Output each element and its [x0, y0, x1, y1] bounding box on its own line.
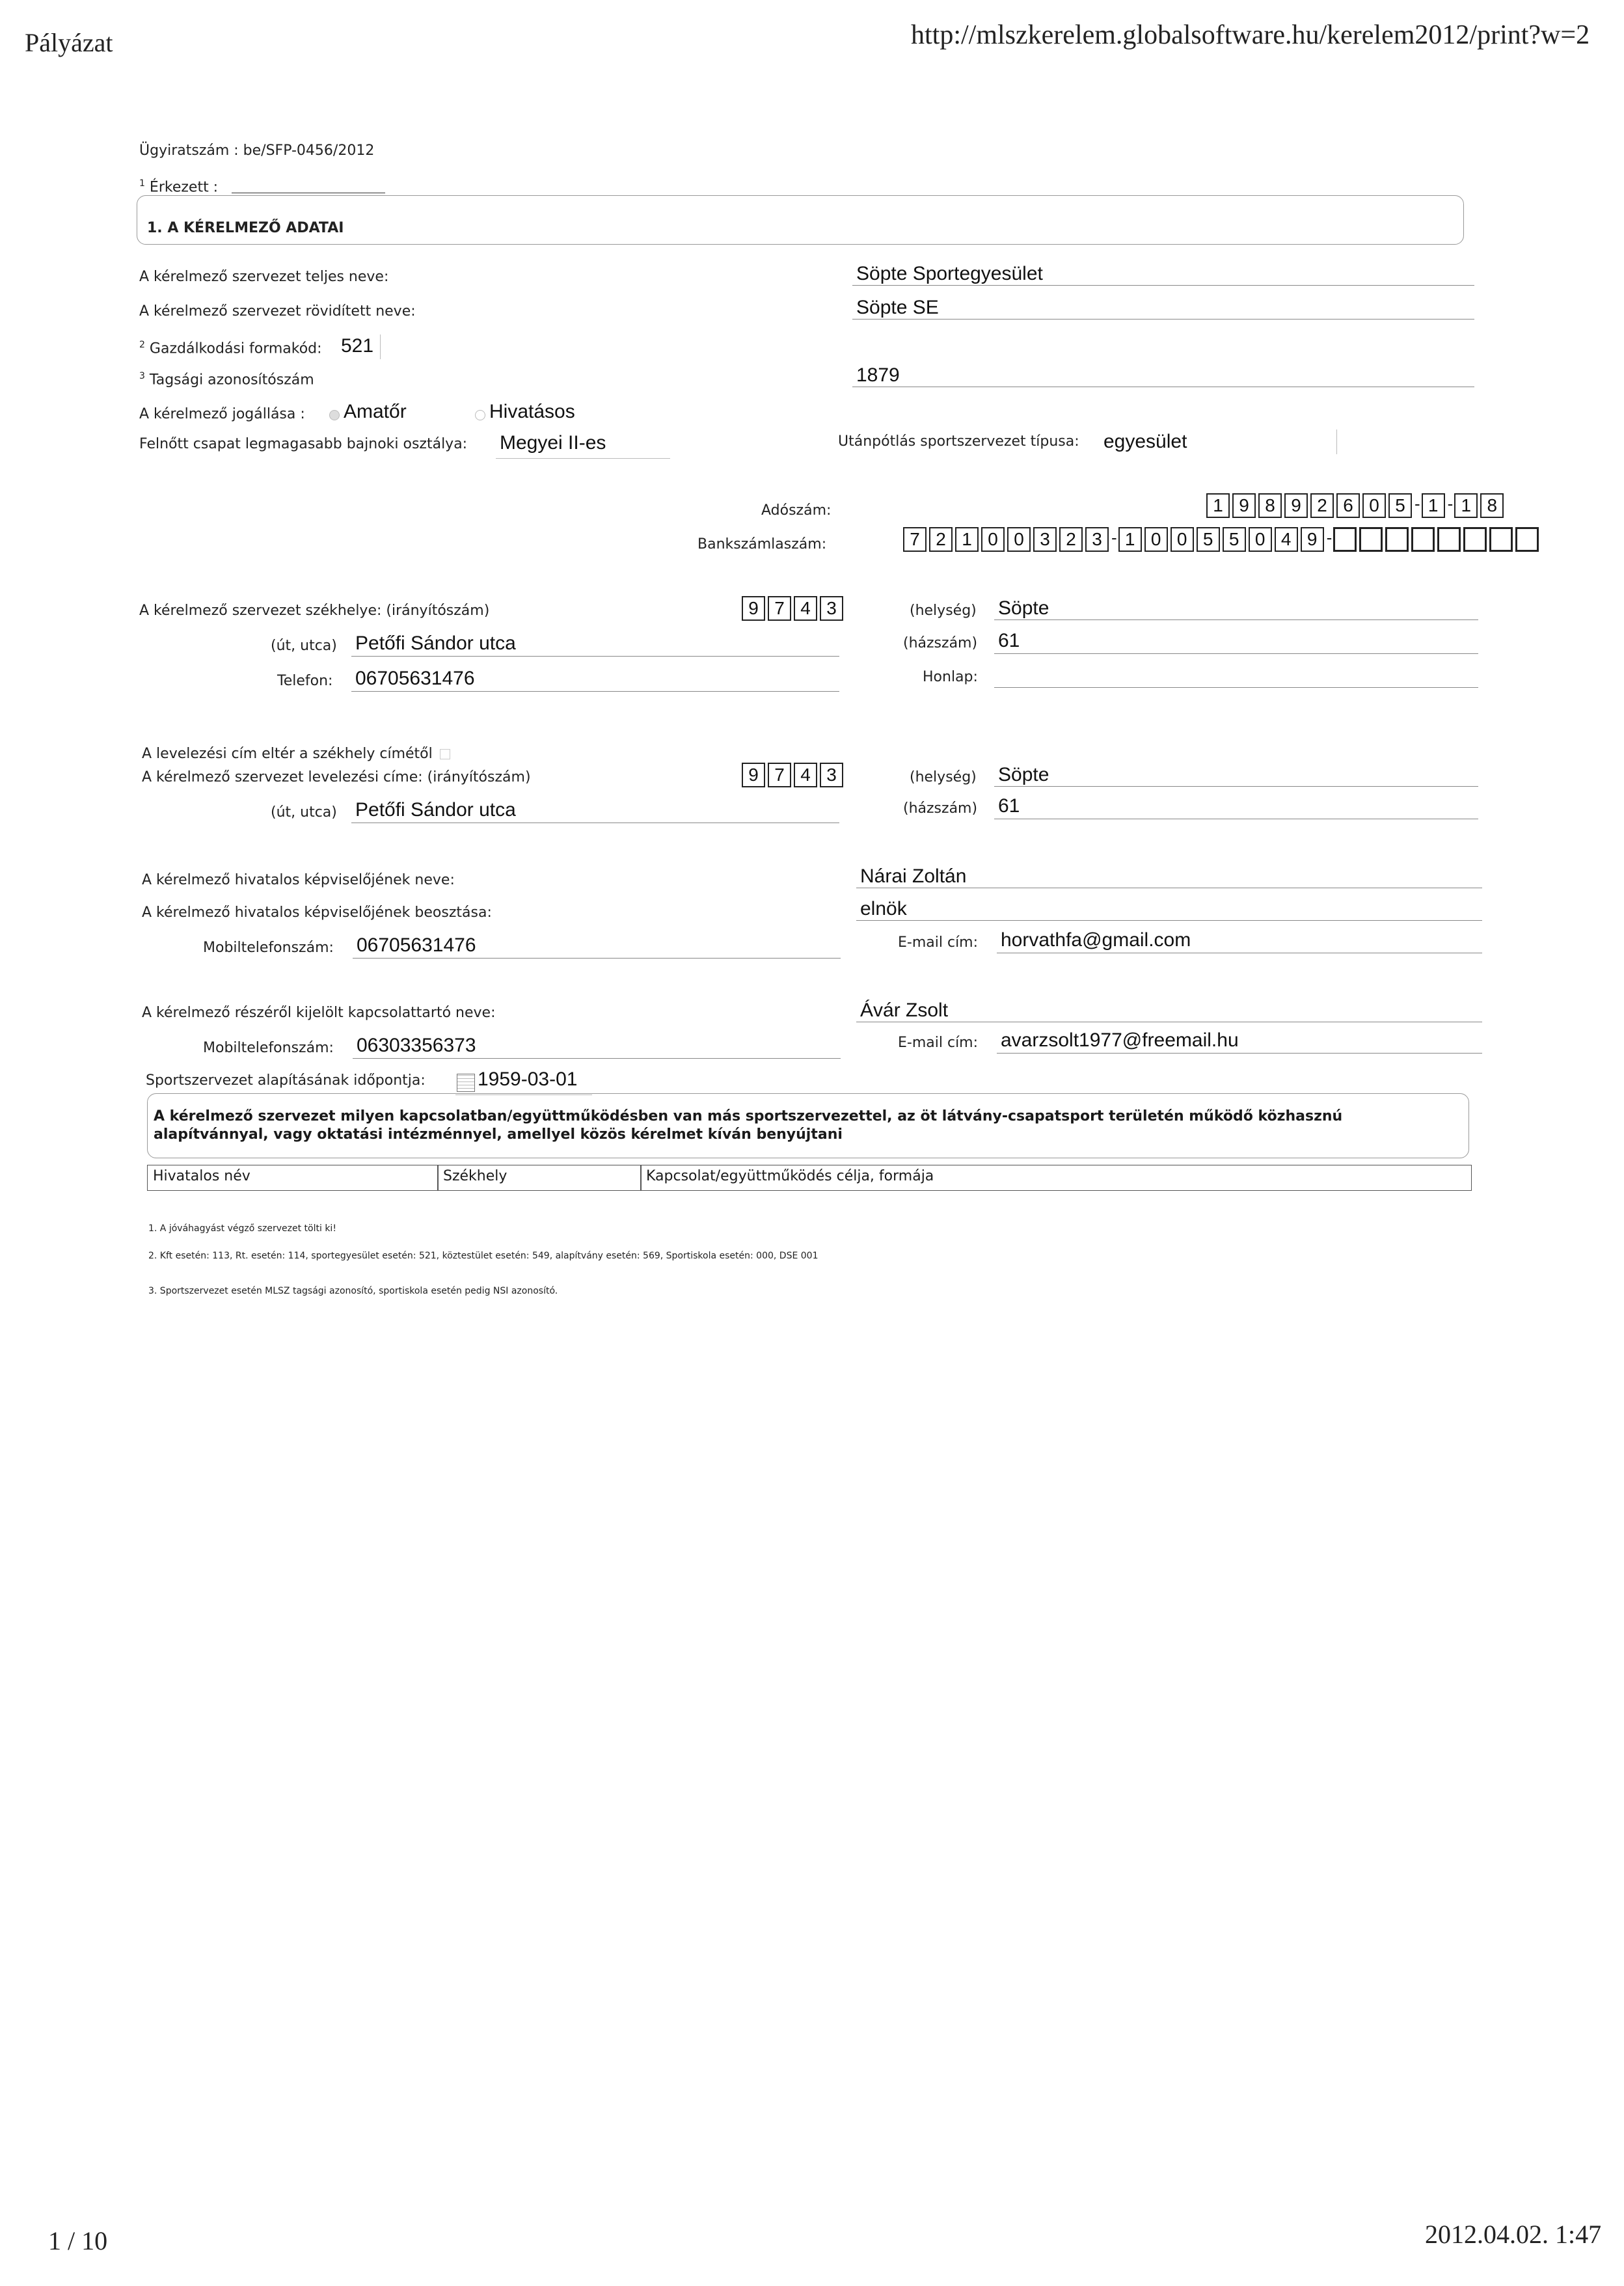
radio-checked-icon[interactable]: [329, 410, 340, 420]
mail-helyseg-line: [994, 786, 1478, 787]
section-title: 1. A KÉRELMEZŐ ADATAI: [147, 220, 344, 236]
seat-telefon-line: [351, 691, 839, 692]
rep-mobile-line: [353, 958, 841, 959]
contact-name-label: A kérelmező részéről kijelölt kapcsolattartó neve:: [142, 1005, 496, 1021]
bank-digit-box: [1437, 527, 1461, 552]
adoszam-label: Adószám:: [761, 502, 832, 519]
seat-utca-line: [351, 656, 839, 657]
browser-page-title: Pályázat: [25, 28, 113, 57]
utanpotlas-value: egyesület: [1103, 431, 1187, 452]
checkbox-icon[interactable]: [440, 749, 450, 759]
erkezett-label: [139, 178, 218, 195]
bank-digit-box: 0: [981, 527, 1005, 552]
full-name-value: Söpte Sportegyesület: [856, 263, 1043, 284]
browser-page-counter: 1 / 10: [48, 2226, 108, 2255]
utanpotlas-label: Utánpótlás sportszervezet típusa:: [838, 433, 1079, 450]
short-name-label: A kérelmező szervezet rövidített neve:: [139, 303, 416, 320]
footnote-3: 3. Sportszervezet esetén MLSZ tagsági azonosító, sportiskola esetén pedig NSI azonosító.: [148, 1286, 558, 1296]
mail-zip-digit-box: 7: [768, 763, 791, 787]
footnote-1: 1. A jóváhagyást végző szervezet tölti ki!: [148, 1223, 336, 1234]
rep-mobile-label: Mobiltelefonszám:: [203, 940, 334, 956]
gazd-text: Gazdálkodási formakód:: [149, 340, 322, 357]
relations-heading: A kérelmező szervezet milyen kapcsolatban/együttműködésben van más sportszervezettel, az öt látvány-csapatsport területén működő közhasznú alapítvánnyal, vagy oktatási intézménnyel, amellyel közös kérelmet kíván benyújtani: [154, 1108, 1343, 1143]
seat-honlap-label: Honlap:: [923, 669, 978, 685]
tag-label: [139, 371, 314, 388]
rep-name-label: A kérelmező hivatalos képviselőjének neve:: [142, 872, 455, 888]
seat-telefon-value: 06705631476: [355, 668, 475, 689]
mail-zip-digit-box: 9: [742, 763, 765, 787]
rep-email-label: E-mail cím:: [898, 934, 979, 951]
gazd-label: [139, 340, 322, 357]
jogallas-label: A kérelmező jogállása :: [139, 406, 305, 422]
contact-mobile-value: 06303356373: [357, 1035, 476, 1056]
bank-digit-box: 9: [1301, 527, 1324, 552]
mail-helyseg-value: Söpte: [998, 764, 1049, 785]
adoszam-digit-box: 1: [1206, 493, 1230, 518]
bank-digit-box: [1333, 527, 1357, 552]
tag-value: 1879: [856, 364, 900, 386]
jogallas-amator-option[interactable]: [329, 401, 407, 423]
mail-zip-digit-box: 4: [794, 763, 817, 787]
bank-digit-box: [1489, 527, 1513, 552]
rep-email-value: horvathfa@gmail.com: [1001, 929, 1191, 951]
browser-url: http://mlszkerelem.globalsoftware.hu/kerelem2012/print?w=2: [911, 20, 1590, 50]
bank-boxes: [903, 527, 1541, 552]
footnote-ref: 3: [139, 371, 145, 381]
bank-digit-box: 2: [929, 527, 953, 552]
felnott-line: [496, 458, 670, 459]
seat-honlap-line: [994, 687, 1478, 688]
seat-telefon-label: Telefon:: [277, 673, 333, 689]
rep-name-value: Nárai Zoltán: [860, 865, 967, 887]
bank-digit-box: 3: [1033, 527, 1057, 552]
relations-col-hivatalos-nev: Hivatalos név: [147, 1165, 439, 1191]
founded-value: 1959-03-01: [478, 1068, 578, 1090]
bank-digit-box: 7: [903, 527, 927, 552]
bank-digit-box: 3: [1085, 527, 1109, 552]
adoszam-digit-box: 1: [1454, 493, 1478, 518]
bank-digit-box: [1411, 527, 1435, 552]
bank-digit-box: 5: [1197, 527, 1220, 552]
bank-digit-box: [1463, 527, 1487, 552]
seat-hazszam-line: [994, 653, 1478, 654]
relations-col-kapcsolat: Kapcsolat/együttműködés célja, formája: [640, 1165, 1472, 1191]
seat-helyseg-value: Söpte: [998, 597, 1049, 619]
calendar-icon[interactable]: [457, 1074, 475, 1092]
separator-dash: -: [1111, 528, 1117, 547]
seat-hazszam-label: (házszám): [903, 635, 978, 651]
footnote-ref: 1: [139, 178, 145, 189]
seat-zip-digit-box: 4: [794, 596, 817, 621]
felnott-label: Felnőtt csapat legmagasabb bajnoki osztálya:: [139, 436, 468, 452]
short-name-value: Söpte SE: [856, 297, 939, 318]
separator-dash: -: [1447, 494, 1454, 513]
seat-zip-digit-box: 9: [742, 596, 765, 621]
rep-role-value: elnök: [860, 898, 907, 919]
mail-hazszam-label: (házszám): [903, 800, 978, 817]
mail-zip-boxes: [742, 763, 846, 787]
seat-hazszam-value: 61: [998, 630, 1020, 651]
erkezett-text: Érkezett :: [149, 179, 219, 196]
bank-digit-box: 4: [1275, 527, 1298, 552]
utanpotlas-field-edge: [1336, 429, 1337, 454]
footnote-2: 2. Kft esetén: 113, Rt. esetén: 114, sportegyesület esetén: 521, köztestület esetén: 549, alapítvány esetén: 569, Sportiskola esetén: 000, DSE 001: [148, 1251, 819, 1261]
rep-mobile-value: 06705631476: [357, 934, 476, 956]
bank-digit-box: 2: [1059, 527, 1083, 552]
mail-utca-value: Petőfi Sándor utca: [355, 799, 516, 821]
mail-hazszam-value: 61: [998, 795, 1020, 817]
adoszam-boxes: [1206, 493, 1506, 518]
seat-zip-boxes: [742, 596, 846, 621]
founded-label: Sportszervezet alapításának időpontja:: [146, 1072, 426, 1089]
contact-mobile-line: [353, 1058, 841, 1059]
adoszam-digit-box: 6: [1336, 493, 1360, 518]
adoszam-digit-box: 0: [1362, 493, 1386, 518]
footnote-ref: 2: [139, 340, 145, 350]
seat-helyseg-line: [994, 619, 1478, 620]
jogallas-amator-label: Amatőr: [344, 401, 407, 422]
jogallas-hivatasos-option[interactable]: [475, 401, 575, 423]
browser-datetime: 2012.04.02. 1:47: [1425, 2220, 1602, 2249]
rep-role-label: A kérelmező hivatalos képviselőjének beosztása:: [142, 905, 492, 921]
adoszam-digit-box: 9: [1284, 493, 1308, 518]
bank-label: Bankszámlaszám:: [697, 536, 827, 552]
adoszam-digit-box: 9: [1232, 493, 1256, 518]
full-name-label: A kérelmező szervezet teljes neve:: [139, 269, 389, 285]
mail-differs-text: A levelezési cím eltér a székhely címétől: [142, 746, 433, 762]
seat-label: A kérelmező szervezet székhelye: (irányítószám): [139, 603, 490, 619]
bank-digit-box: 0: [1144, 527, 1168, 552]
separator-dash: -: [1414, 494, 1420, 513]
bank-digit-box: [1359, 527, 1383, 552]
radio-unchecked-icon[interactable]: [475, 410, 485, 420]
seat-helyseg-label: (helység): [910, 603, 977, 619]
adoszam-digit-box: 8: [1258, 493, 1282, 518]
bank-digit-box: 5: [1223, 527, 1246, 552]
contact-email-label: E-mail cím:: [898, 1035, 979, 1051]
adoszam-digit-box: 2: [1310, 493, 1334, 518]
founded-field[interactable]: [457, 1068, 577, 1092]
mail-label: A kérelmező szervezet levelezési címe: (irányítószám): [142, 769, 531, 785]
mail-differs-label: [142, 746, 450, 762]
rep-role-line: [856, 920, 1482, 921]
ugyiratszam: Ügyiratszám : be/SFP-0456/2012: [139, 143, 375, 159]
seat-utca-value: Petőfi Sándor utca: [355, 633, 516, 654]
mail-helyseg-label: (helység): [910, 769, 977, 785]
seat-zip-digit-box: 3: [820, 596, 843, 621]
bank-digit-box: 0: [1007, 527, 1031, 552]
bank-digit-box: 0: [1171, 527, 1194, 552]
seat-zip-digit-box: 7: [768, 596, 791, 621]
contact-email-value: avarzsolt1977@freemail.hu: [1001, 1029, 1239, 1051]
jogallas-hivatasos-label: Hivatásos: [489, 401, 575, 422]
bank-digit-box: [1515, 527, 1539, 552]
bank-digit-box: 1: [1118, 527, 1142, 552]
tag-text: Tagsági azonosítószám: [149, 372, 314, 388]
mail-utca-label: (út, utca): [271, 804, 337, 821]
separator-dash: -: [1326, 528, 1333, 547]
bank-digit-box: [1385, 527, 1409, 552]
full-name-line: [852, 285, 1474, 286]
short-name-line: [852, 319, 1474, 320]
adoszam-digit-box: 1: [1422, 493, 1445, 518]
adoszam-digit-box: 8: [1480, 493, 1504, 518]
contact-email-line: [997, 1053, 1482, 1054]
contact-mobile-label: Mobiltelefonszám:: [203, 1040, 334, 1056]
seat-utca-label: (út, utca): [271, 638, 337, 654]
bank-digit-box: 1: [955, 527, 979, 552]
contact-name-value: Ávár Zsolt: [860, 1000, 949, 1021]
felnott-value: Megyei II-es: [500, 432, 606, 454]
gazd-value: 521: [341, 335, 374, 357]
adoszam-digit-box: 5: [1388, 493, 1412, 518]
relations-col-szekhely: Székhely: [437, 1165, 642, 1191]
gazd-field-edge: [380, 334, 381, 359]
mail-zip-digit-box: 3: [820, 763, 843, 787]
bank-digit-box: 0: [1249, 527, 1272, 552]
